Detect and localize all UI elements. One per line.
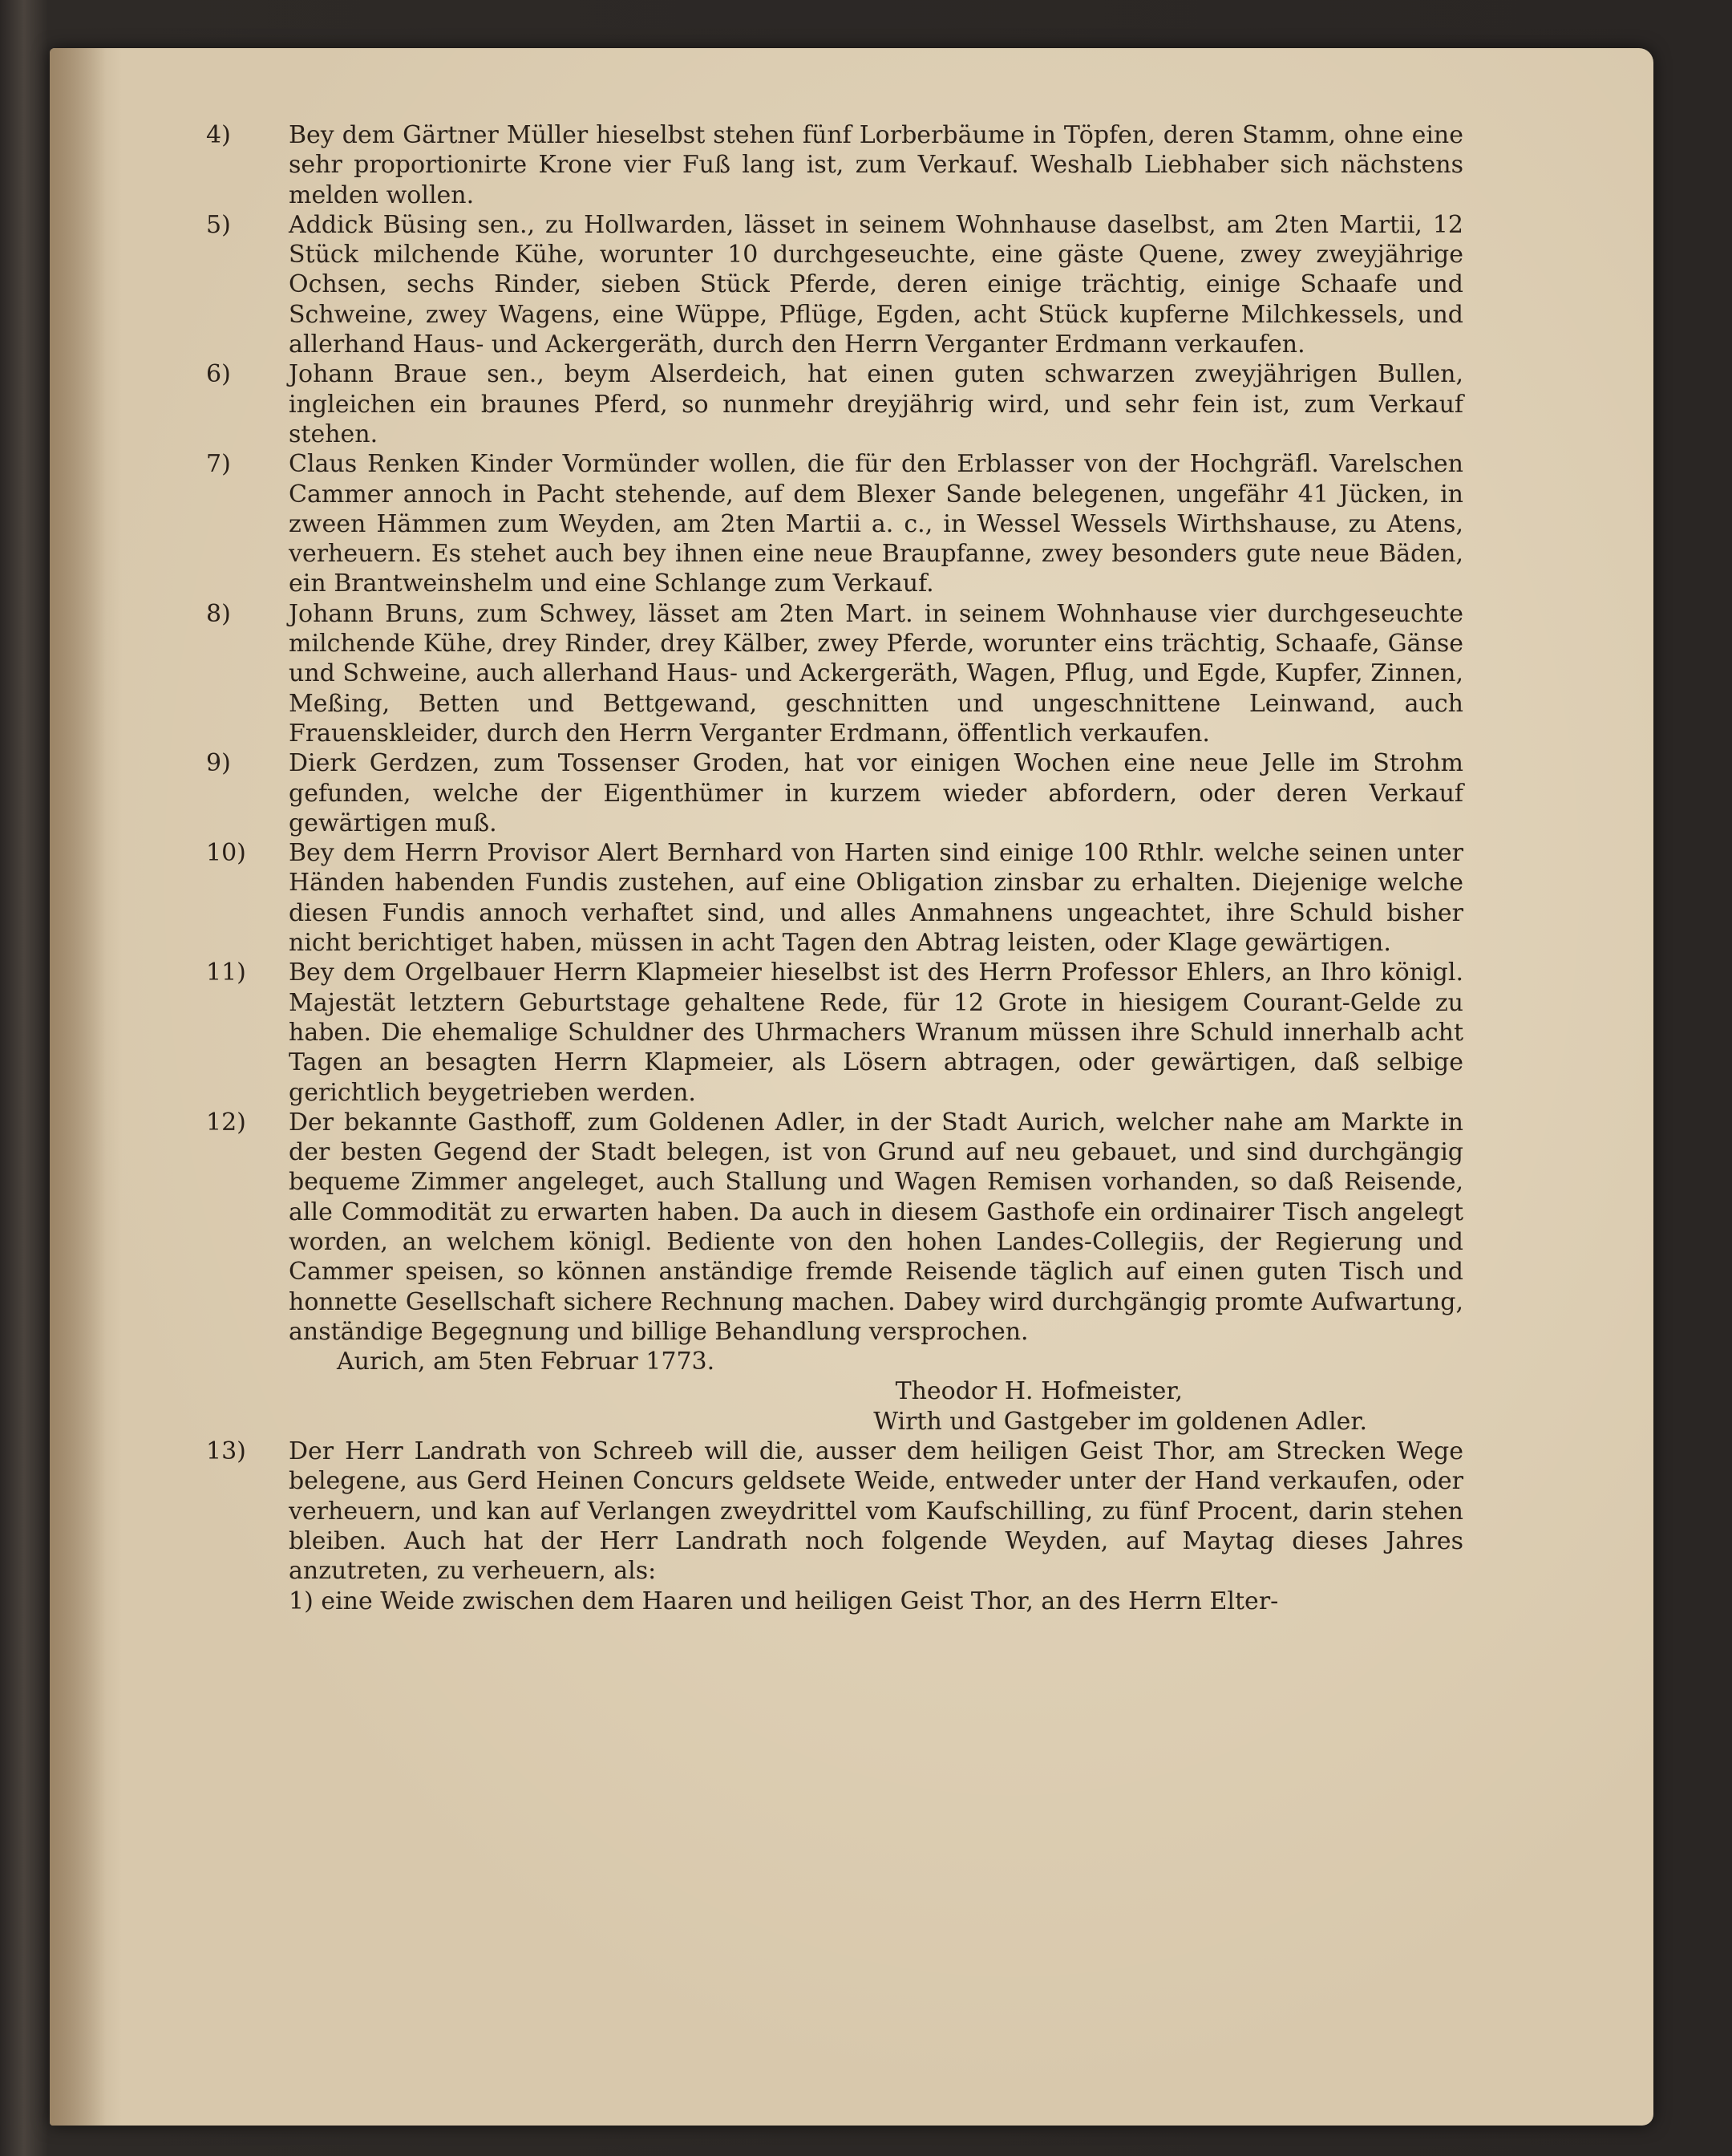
entry-text: Bey dem Gärtner Müller hieselbst stehen fünf Lorberbäume in Töpfen, deren Stamm, ohne eine sehr proportionirte Krone vier Fuß lang ist, zum Verkauf. Weshalb Liebhaber sich nächstens melden wollen.: [289, 121, 1463, 209]
entry-10: [206, 838, 1463, 958]
entry-number: 8): [206, 599, 231, 628]
entry-9: [206, 748, 1463, 838]
entry-7: [206, 449, 1463, 598]
entry-text: Addick Büsing sen., zu Hollwarden, lässet in seinem Wohnhause daselbst, am 2ten Martii, 12 Stück milchende Kühe, worunter 10 durchgeseuchte, eine gäste Quene, zwey zweyjährige Ochsen, sechs Rinder, sieben Stück Pferde, deren einige trächtig, einige Schaafe und Schweine, zwey Wagens, eine Wüppe, Pflüge, Egden, acht Stück kupferne Milchkessels, und allerhand Haus- und Ackergeräth, durch den Herrn Verganter Erdmann verkaufen.: [289, 210, 1463, 359]
entry-text: Der Herr Landrath von Schreeb will die, ausser dem heiligen Geist Thor, am Strecken Wege belegene, aus Gerd Heinen Concurs geldsete Weide, entweder unter der Hand verkaufen, oder verheuern, und kan auf Verlangen zweydrittel vom Kaufschilling, zu fünf Procent, darin stehen bleiben. Auch hat der Herr Landrath noch folgende Weyden, auf Maytag dieses Jahres anzutreten, zu verheuern, als:: [289, 1437, 1463, 1586]
page-content: [206, 120, 1463, 1616]
entry-number: 13): [206, 1437, 246, 1466]
entry-text: Dierk Gerdzen, zum Tossenser Groden, hat vor einigen Wochen eine neue Jelle im Strohm gefunden, welche der Eigenthümer in kurzem wieder abfordern, oder deren Verkauf gewärtigen muß.: [289, 749, 1463, 837]
signature-role: Wirth und Gastgeber im goldenen Adler.: [873, 1407, 1367, 1436]
entry-number: 4): [206, 121, 231, 149]
entry-text: Bey dem Herrn Provisor Alert Bernhard von Harten sind einige 100 Rthlr. welche seinen unter Händen habenden Fundis zustehen, auf eine Obligation zinsbar zu erhalten. Diejenige welche diesen Fundis annoch verhaftet sind, und alles Anmahnens ungeachtet, ihre Schuld bisher nicht berichtiget haben, müssen in acht Tagen den Abtrag leisten, oder Klage gewärtigen.: [289, 839, 1463, 958]
entry-11: [206, 958, 1463, 1107]
entry-text: Bey dem Orgelbauer Herrn Klapmeier hieselbst ist des Herrn Professor Ehlers, an Ihro königl. Majestät letztern Geburtstage gehaltene Rede, für 12 Grote in hiesigem Courant-Gelde zu haben. Die ehemalige Schuldner des Uhrmachers Wranum müssen ihre Schuld innerhalb acht Tagen an besagten Herrn Klapmeier, als Lösern abtragen, oder gewärtigen, daß selbige gerichtlich beygetrieben werden.: [289, 958, 1463, 1107]
entry-number: 11): [206, 958, 246, 987]
signature-name: Theodor H. Hofmeister,: [895, 1377, 1183, 1406]
entry-number: 12): [206, 1108, 246, 1137]
entry-number: 5): [206, 210, 231, 239]
entry-13: [206, 1437, 1463, 1586]
entry-number: 7): [206, 450, 231, 479]
entry-5: [206, 210, 1463, 359]
entry-text: Johann Braue sen., beym Alserdeich, hat einen guten schwarzen zweyjährigen Bullen, ingleichen ein braunes Pferd, so nunmehr dreyjährig wird, und sehr fein ist, zum Verkauf stehen.: [289, 360, 1463, 448]
entry-12: [206, 1108, 1463, 1347]
entry-number: 9): [206, 749, 231, 778]
signature-place-date: Aurich, am 5ten Februar 1773.: [337, 1348, 715, 1376]
page-gutter: [50, 48, 106, 2126]
entry-4: [206, 120, 1463, 210]
entry-6: [206, 359, 1463, 449]
entry-text: Johann Bruns, zum Schwey, lässet am 2ten Mart. in seinem Wohnhause vier durchgeseuchte milchende Kühe, drey Rinder, drey Kälber, zwey Pferde, worunter eins trächtig, Schaafe, Gänse und Schweine, auch allerhand Haus- und Ackergeräth, Wagen, Pflug, und Egde, Kupfer, Zinnen, Meßing, Betten und Bettgewand, geschnitten und ungeschnittene Leinwand, auch Frauenskleider, durch den Herrn Verganter Erdmann, öffentlich verkaufen.: [289, 599, 1463, 748]
entry-13-continuation: 1) eine Weide zwischen dem Haaren und heiligen Geist Thor, an des Herrn Elter-: [289, 1587, 1279, 1615]
entry-number: 6): [206, 360, 231, 389]
entry-number: 10): [206, 839, 246, 868]
entry-text: Claus Renken Kinder Vormünder wollen, die für den Erblasser von der Hochgräfl. Varelschen Cammer annoch in Pacht stehende, auf dem Blexer Sande belegenen, ungefähr 41 Jücken, in zween Hämmen zum Weyden, am 2ten Martii a. c., in Wessel Wessels Wirthshause, zu Atens, verheuern. Es stehet auch bey ihnen eine neue Braupfanne, zwey besonders gute neue Bäden, ein Brantweinshelm und eine Schlange zum Verkauf.: [289, 450, 1463, 598]
entry-text: Der bekannte Gasthoff, zum Goldenen Adler, in der Stadt Aurich, welcher nahe am Markte in der besten Gegend der Stadt belegen, ist von Grund auf neu gebauet, und sind durchgängig bequeme Zimmer angeleget, auch Stallung und Wagen Remisen vorhanden, so daß Reisende, alle Commodität zu erwarten haben. Da auch in diesem Gasthofe ein ordinairer Tisch angelegt worden, an welchem königl. Bediente von den hohen Landes-Collegiis, der Regierung und Cammer speisen, so können anständige fremde Reisende täglich auf einen guten Tisch und honnette Gesellschaft sichere Rechnung machen. Dabey wird durchgängig promte Aufwartung, anständige Begegnung und billige Behandlung versprochen.: [289, 1108, 1463, 1346]
entry-8: [206, 599, 1463, 748]
